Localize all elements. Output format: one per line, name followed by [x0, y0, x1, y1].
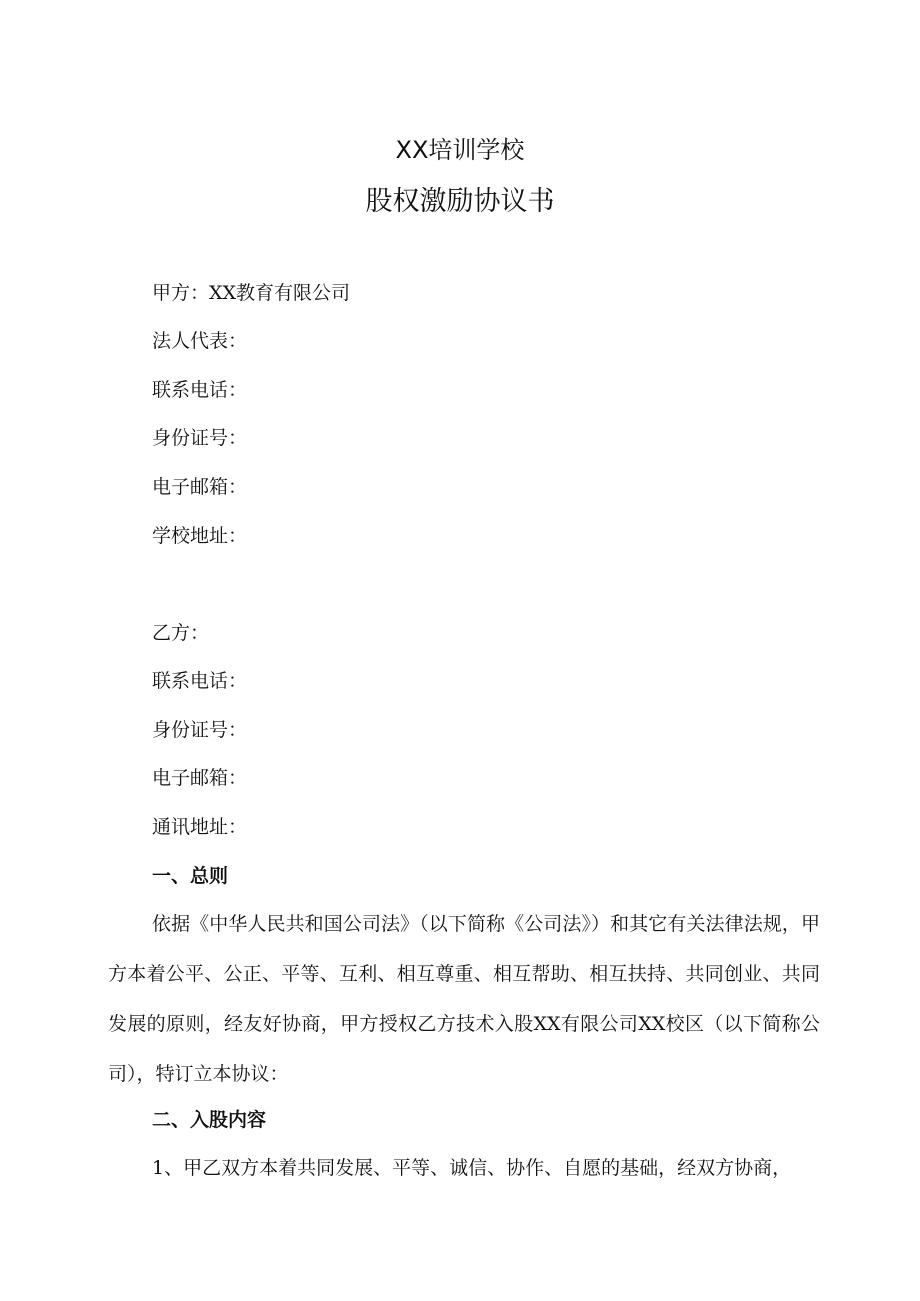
- section-general-body: 依据《中华人民共和国公司法》（以下简称《公司法》）和其它有关法律法规，甲方本着公平、公正、平等、互利、相互尊重、相互帮助、相互扶持、共同创业、共同发展的原则，经友好协商，甲方授权乙方技术入股XX有限公司XX校区（以下简称公司），特订立本协议：: [108, 913, 820, 1085]
- section-share-content-heading: 二、入股内容: [152, 1109, 267, 1131]
- party-a-id-number: 身份证号：: [152, 427, 248, 449]
- party-a-name: 甲方：XX教育有限公司: [152, 282, 351, 304]
- party-b-id-number: 身份证号：: [152, 719, 248, 741]
- section-share-content-item-1: 1、甲乙双方本着共同发展、平等、诚信、协作、自愿的基础，经双方协商，: [152, 1157, 792, 1179]
- party-a-legal-rep: 法人代表：: [152, 330, 248, 352]
- party-a-phone: 联系电话：: [152, 379, 248, 401]
- agreement-title: 股权激励协议书: [365, 186, 555, 217]
- party-b-email: 电子邮箱：: [152, 767, 248, 789]
- party-b-address: 通讯地址：: [152, 816, 248, 838]
- party-a-address: 学校地址：: [152, 525, 248, 547]
- party-b-phone: 联系电话：: [152, 670, 248, 692]
- school-name-title: XX培训学校: [395, 136, 525, 164]
- party-b-name: 乙方：: [152, 622, 210, 644]
- section-general-heading: 一、总则: [152, 865, 229, 887]
- party-a-email: 电子邮箱：: [152, 476, 248, 498]
